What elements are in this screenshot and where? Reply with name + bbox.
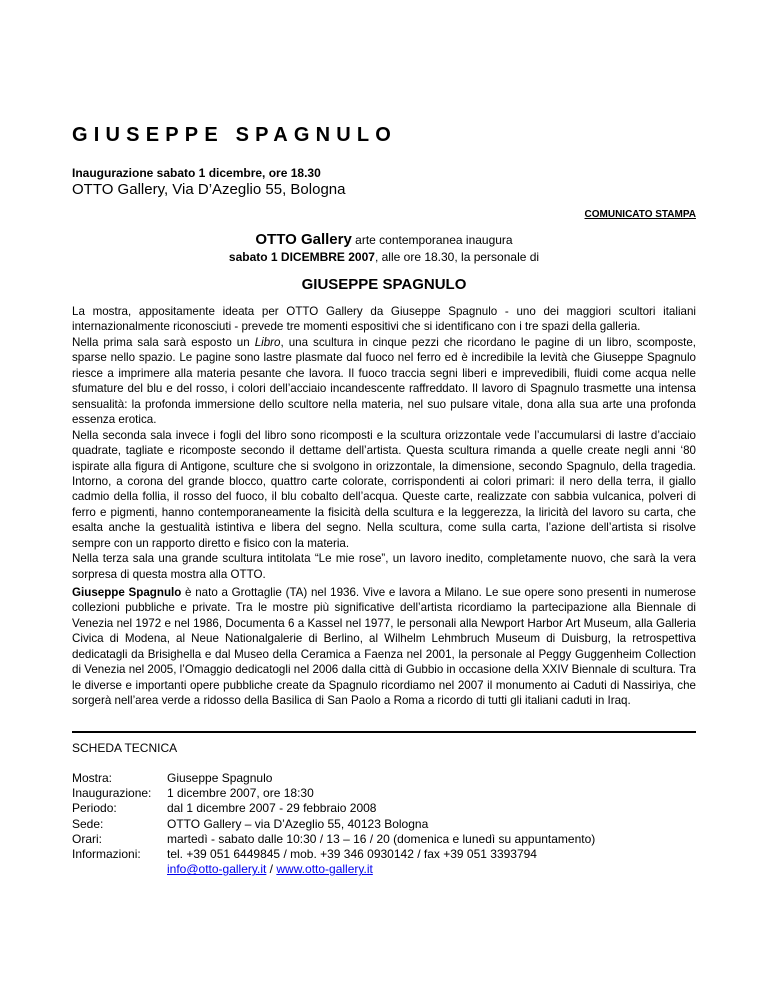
sheet-value: OTTO Gallery – via D’Azeglio 55, 40123 Bologna (167, 816, 429, 831)
intro-line-1-text: arte contemporanea inaugura (351, 233, 513, 247)
intro-line-2 (72, 250, 696, 264)
sheet-label: Periodo: (72, 801, 117, 816)
biography-text: è nato a Grottaglie (TA) nel 1936. Vive e lavora a Milano. Le sue opere sono presenti in numerose collezioni pubbliche e private. Tra le mostre più significative dell’artista ricordiamo la partecipazione alla Biennale di Venezia nel 1972 e nel 1986, Documenta 6 a Kassel nel 1977, le personali alla Newport Harbor Art Museum, alla Galleria Civica di Modena, al Neue Nationalgalerie di Berlino, al Wilhelm Lehmbruch Museum di Duisburg, la retrospettiva dedicatagli da Brisighella e dal Museo della Ceramica a Faenza nel 2001, la personale al Peggy Guggenheim Collection di Venezia nel 2005, l’Omaggio dedicatogli nel 2006 dalla città di Gubbio in occasione della XXIV Biennale di scultura. Tra le diverse e importanti opere pubbliche create da Spagnulo ricordiamo nel 2007 il monumento ai Caduti di Nassiriya, che sorgerà nell’area verde a ridosso della Basilica di San Paolo a Roma a ricordo di tutti gli italiani caduti in Iraq. (72, 586, 696, 708)
sheet-value: Giuseppe Spagnulo (167, 771, 273, 785)
website-link[interactable]: www.otto-gallery.it (276, 862, 373, 877)
biography-paragraph (72, 585, 696, 709)
paragraph-third-room: Nella terza sala una grande scultura intitolata “Le mie rose”, un lavoro inedito, completamente nuovo, che sarà la vera sorpresa di questa mostra alla OTTO. (72, 552, 696, 581)
sheet-value: 1 dicembre 2007, ore 18:30 (167, 786, 314, 801)
contact-links (72, 862, 595, 877)
intro-line-2-text: , alle ore 18.30, la personale di (374, 250, 540, 264)
intro-line-1 (72, 231, 696, 248)
sheet-row-sede (72, 817, 595, 832)
inauguration-line: Inaugurazione sabato 1 dicembre, ore 18.30 (72, 166, 321, 180)
section-divider (72, 731, 696, 733)
artist-biography (72, 585, 696, 709)
biography-name: Giuseppe Spagnulo (72, 586, 182, 599)
first-room-text-end: , una scultura in cinque pezzi che ricordano le pagine di un libro, scomposte, sparse nello spazio. Le pagine sono lastre plasmate dal fuoco nel ferro ed è incredibile la levità che Giuseppe Spagnulo riesce a imprimere alla materia pesante che lavora. Il fuoco traccia segni liberi e imprevedibili, fluidi come acqua nelle sfumature del blu e del rosso, i colori dell’acciaio incandescente raffreddato. Il lavoro di Spagnulo trasmette una intensa sensualità: la profonda immersione dello scultore nella materia, nel suo pulsare vitale, dona alla sua arte una profonda essenza erotica. (72, 335, 697, 427)
gallery-name: OTTO Gallery (255, 231, 352, 248)
sheet-label: Orari: (72, 831, 102, 846)
sheet-label: Sede: (72, 816, 104, 831)
sheet-value: martedì - sabato dalle 10:30 / 13 – 16 / 20 (domenica e lunedì su appuntamento) (167, 831, 596, 846)
artist-heading: GIUSEPPE SPAGNULO (301, 276, 467, 293)
sheet-row-mostra (72, 771, 595, 786)
exhibition-description (72, 304, 696, 582)
sheet-row-periodo (72, 801, 595, 816)
page-title: GIUSEPPE SPAGNULO (72, 124, 398, 146)
libro-title: Libro (254, 335, 281, 349)
opening-date: sabato 1 DICEMBRE 2007 (228, 250, 375, 264)
press-release-label: COMUNICATO STAMPA (584, 209, 696, 220)
paragraph-intro: La mostra, appositamente ideata per OTTO Gallery da Giuseppe Spagnulo - uno dei maggiori scultori italiani internazionalmente riconosciuti - prevede tre momenti espositivi che si identificano con i tre spazi della galleria. (72, 305, 696, 334)
sheet-row-informazioni (72, 847, 595, 862)
sheet-label: Informazioni: (72, 847, 141, 862)
sheet-value: dal 1 dicembre 2007 - 29 febbraio 2008 (167, 801, 377, 816)
sheet-value: tel. +39 051 6449845 / mob. +39 346 0930142 / fax +39 051 3393794 (167, 847, 537, 862)
paragraph-first-room (72, 335, 696, 428)
technical-sheet-title: SCHEDA TECNICA (72, 741, 178, 755)
sheet-label: Inaugurazione: (72, 786, 152, 801)
sheet-row-inaugurazione (72, 786, 595, 801)
sheet-row-orari (72, 832, 595, 847)
sheet-label: Mostra: (72, 771, 113, 785)
email-link[interactable]: info@otto-gallery.it (167, 862, 267, 877)
link-separator: / (266, 862, 277, 877)
venue-line: OTTO Gallery, Via D’Azeglio 55, Bologna (72, 181, 346, 198)
technical-sheet (72, 771, 595, 877)
first-room-text-start: Nella prima sala sarà esposto un (72, 335, 255, 349)
paragraph-second-room: Nella seconda sala invece i fogli del libro sono ricomposti e la scultura orizzontale vede l’accumularsi di lastre d’acciaio quadrate, tagliate e ricomposte secondo il dettame dell’artista. Questa scultura rimanda a quelle create negli anni ‘80 ispirate alla figura di Antigone, sculture che si svolgono in orizzontale, la dimensione, secondo Spagnulo, della tragedia. Intorno, a corona del grande blocco, quattro carte colorate, corrispondenti ai colori primari: il nero della terra, il giallo cadmio della follia, il rosso del fuoco, il blu cobalto dell’acqua. Queste carte, realizzate con sabbia vulcanica, polveri di ferro e pigmenti, hanno contemporaneamente la fisicità della scultura e la leggerezza, la liricità del lavoro su carta, che esalta anche la gestualità istintiva e libera del segno. Nella scultura, come sulla carta, l’azione dell’artista si risolve sempre con un rapporto diretto e fisico con la materia. (72, 428, 696, 550)
